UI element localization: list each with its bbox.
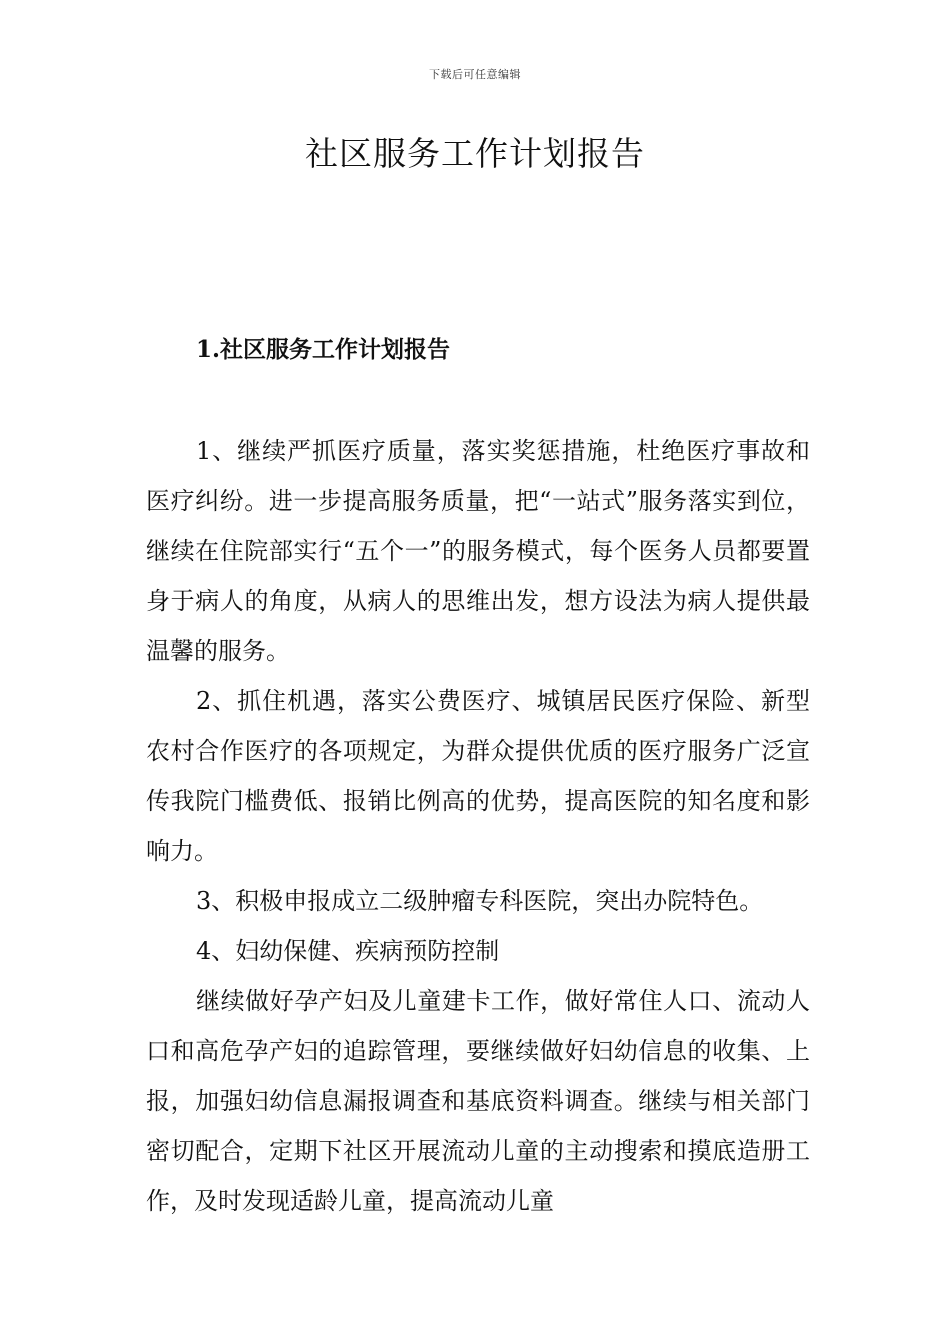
header-note: 下载后可任意编辑 xyxy=(429,68,521,81)
paragraph-4: 4、妇幼保健、疾病预防控制 xyxy=(196,937,500,965)
document-title: 社区服务工作计划报告 xyxy=(305,134,645,173)
paragraph-1: 1、继续严抓医疗质量，落实奖惩措施，杜绝医疗事故和医疗纠纷。进一步提高服务质量，把“一站式”服务落实到位，继续在住院部实行“五个一”的服务模式，每个医务人员都要置身于病人的角度，从病人的思维出发，想方设法为病人提供最温馨的服务。 xyxy=(146,437,810,665)
document-body xyxy=(146,426,810,1226)
section-heading: 1.社区服务工作计划报告 xyxy=(196,336,451,363)
paragraph-5: 继续做好孕产妇及儿童建卡工作，做好常住人口、流动人口和高危孕产妇的追踪管理，要继续做好妇幼信息的收集、上报，加强妇幼信息漏报调查和基底资料调查。继续与相关部门密切配合，定期下社区开展流动儿童的主动搜索和摸底造册工作，及时发现适龄儿童，提高流动儿童 xyxy=(146,987,810,1215)
paragraph-3: 3、积极申报成立二级肿瘤专科医院，突出办院特色。 xyxy=(196,887,764,915)
paragraph-2: 2、抓住机遇，落实公费医疗、城镇居民医疗保险、新型农村合作医疗的各项规定，为群众提供优质的医疗服务广泛宣传我院门槛费低、报销比例高的优势，提高医院的知名度和影响力。 xyxy=(146,687,810,865)
